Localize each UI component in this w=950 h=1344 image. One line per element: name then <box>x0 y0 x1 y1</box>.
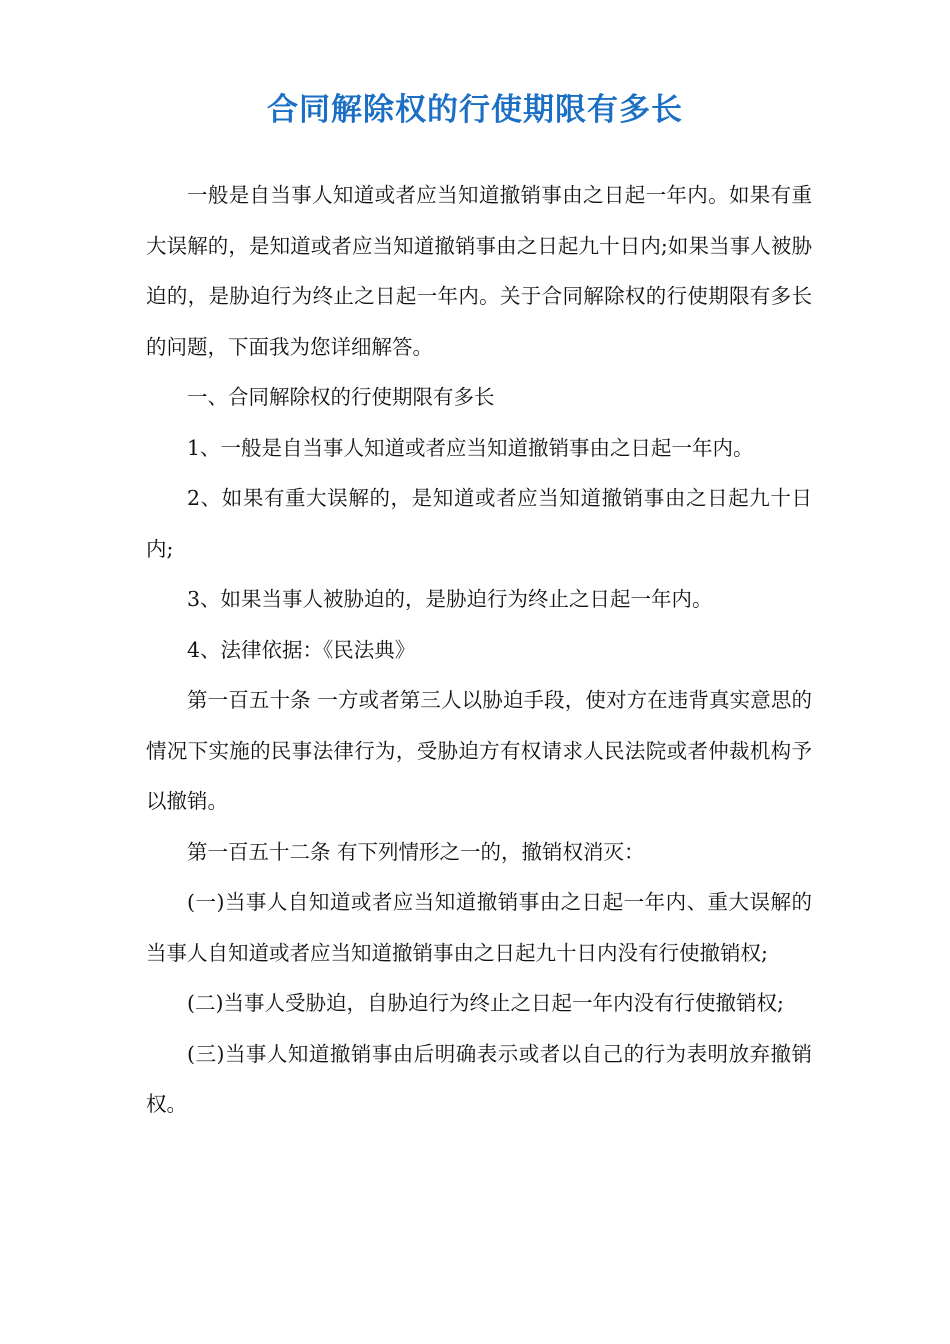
document-body <box>146 170 812 1130</box>
article-150: 第一百五十条 一方或者第三人以胁迫手段，使对方在违背真实意思的情况下实施的民事法律行为，受胁迫方有权请求人民法院或者仲裁机构予以撤销。 <box>146 688 812 813</box>
article-152-clause-2: (二)当事人受胁迫，自胁迫行为终止之日起一年内没有行使撤销权; <box>187 991 784 1015</box>
list-item-3: 3、如果当事人被胁迫的，是胁迫行为终止之日起一年内。 <box>187 587 713 611</box>
intro-paragraph: 一般是自当事人知道或者应当知道撤销事由之日起一年内。如果有重大误解的，是知道或者应当知道撤销事由之日起九十日内;如果当事人被胁迫的，是胁迫行为终止之日起一年内。关于合同解除权的行使期限有多长的问题，下面我为您详细解答。 <box>146 183 812 359</box>
list-item-1: 1、一般是自当事人知道或者应当知道撤销事由之日起一年内。 <box>187 435 754 460</box>
document-title: 合同解除权的行使期限有多长 <box>267 92 683 128</box>
article-152-clause-1: (一)当事人自知道或者应当知道撤销事由之日起一年内、重大误解的当事人自知道或者应当知道撤销事由之日起九十日内没有行使撤销权; <box>146 890 812 965</box>
list-item-2: 2、如果有重大误解的，是知道或者应当知道撤销事由之日起九十日内; <box>146 486 812 561</box>
list-item-4: 4、法律依据：《民法典》 <box>187 637 416 662</box>
article-152: 第一百五十二条 有下列情形之一的，撤销权消灭： <box>187 839 645 864</box>
article-152-clause-3: (三)当事人知道撤销事由后明确表示或者以自己的行为表明放弃撤销权。 <box>146 1041 812 1116</box>
section-heading: 一、合同解除权的行使期限有多长 <box>187 385 495 409</box>
